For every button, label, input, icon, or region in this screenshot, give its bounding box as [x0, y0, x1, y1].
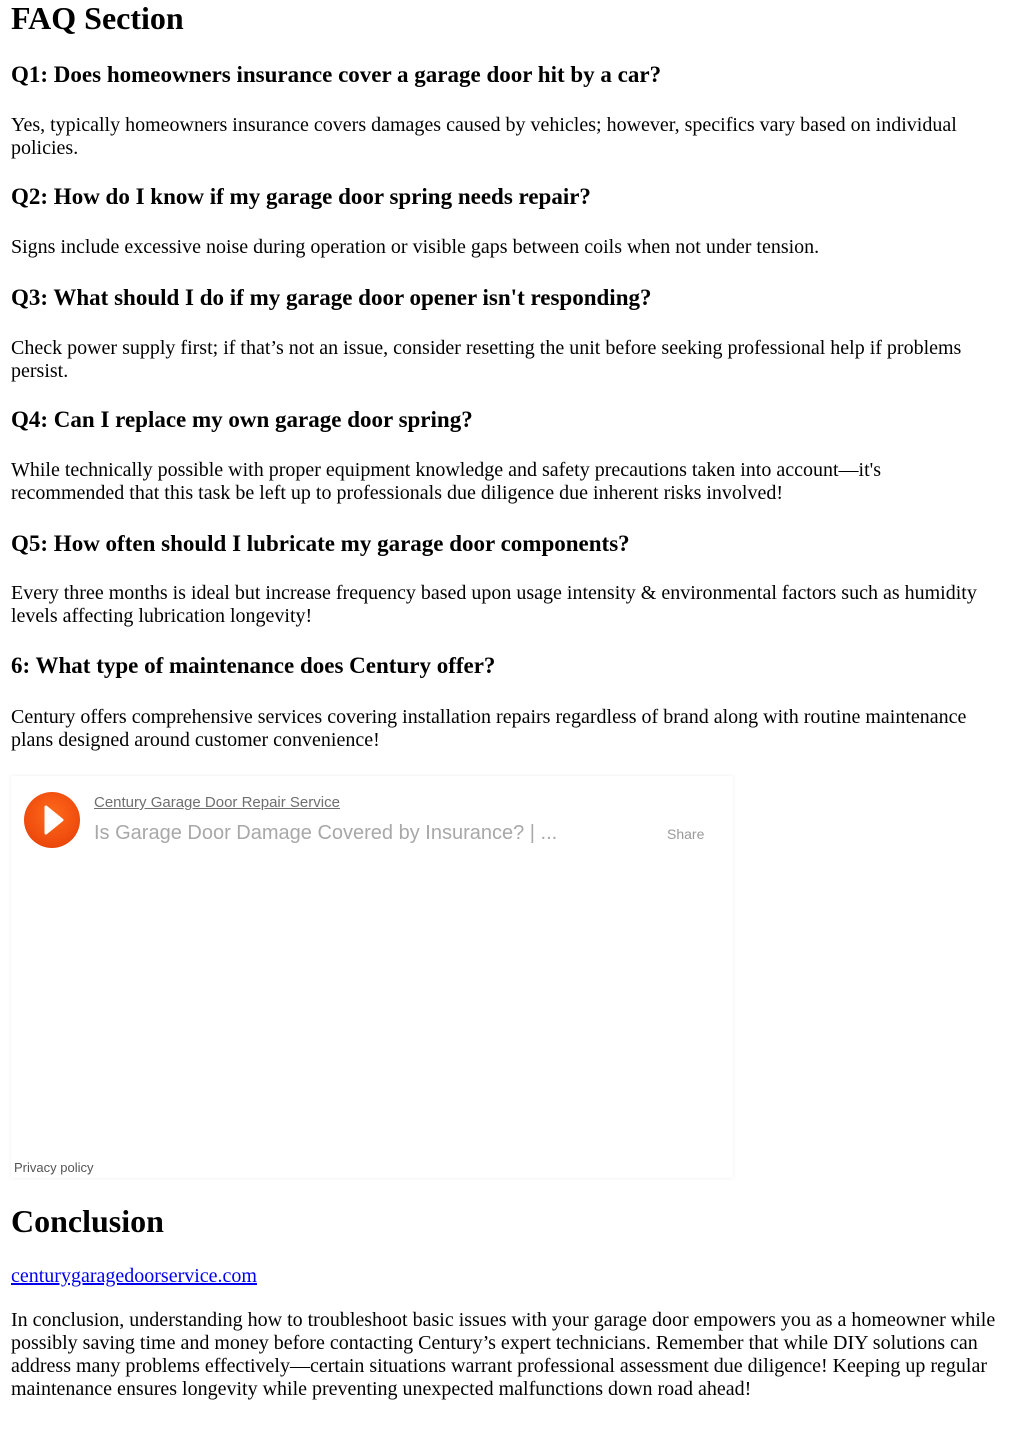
- faq-question-3: Q3: What should I do if my garage door opener isn't responding?: [11, 285, 652, 310]
- conclusion-heading: Conclusion: [11, 1203, 164, 1239]
- privacy-policy-link[interactable]: Privacy policy: [14, 1160, 94, 1175]
- conclusion-body: In conclusion, understanding how to troubleshoot basic issues with your garage door empowers you as a homeowner while possibly saving time and money before contacting Century’s expert technicians. Remember that while DIY solutions can address many problems effectively—certain situations warrant professional assessment due diligence! Keeping up regular maintenance ensures longevity while preventing unexpected malfunctions down road ahead!: [11, 1309, 996, 1400]
- faq-question-1: Q1: Does homeowners insurance cover a garage door hit by a car?: [11, 62, 662, 87]
- faq-answer-1: Yes, typically homeowners insurance covers damages caused by vehicles; however, specifics vary based on individual policies.: [11, 114, 957, 159]
- faq-answer-4: While technically possible with proper equipment knowledge and safety precautions taken into account—it's recommended that this task be left up to professionals due diligence due inherent risks involved!: [11, 459, 882, 504]
- faq-question-4: Q4: Can I replace my own garage door spring?: [11, 407, 473, 432]
- faq-answer-6: Century offers comprehensive services covering installation repairs regardless of brand along with routine maintenance plans designed around customer convenience!: [11, 706, 967, 751]
- faq-question-6: 6: What type of maintenance does Century offer?: [11, 653, 496, 678]
- faq-answer-5: Every three months is ideal but increase frequency based upon usage intensity & environmental factors such as humidity levels affecting lubrication longevity!: [11, 582, 977, 627]
- faq-question-2: Q2: How do I know if my garage door spring needs repair?: [11, 184, 591, 209]
- play-icon: [24, 792, 80, 848]
- share-button[interactable]: Share: [667, 826, 705, 842]
- faq-question-5: Q5: How often should I lubricate my garage door components?: [11, 531, 630, 556]
- podcast-player: [11, 776, 733, 1178]
- podcast-name-link[interactable]: Century Garage Door Repair Service: [94, 794, 340, 811]
- faq-heading: FAQ Section: [11, 0, 184, 36]
- faq-answer-3: Check power supply first; if that’s not an issue, consider resetting the unit before seeking professional help if problems persist.: [11, 337, 962, 382]
- episode-title: Is Garage Door Damage Covered by Insurance? | ...: [94, 822, 558, 844]
- site-link[interactable]: centurygaragedoorservice.com: [11, 1265, 257, 1287]
- faq-answer-2: Signs include excessive noise during operation or visible gaps between coils when not under tension.: [11, 236, 820, 258]
- play-button[interactable]: [24, 792, 80, 848]
